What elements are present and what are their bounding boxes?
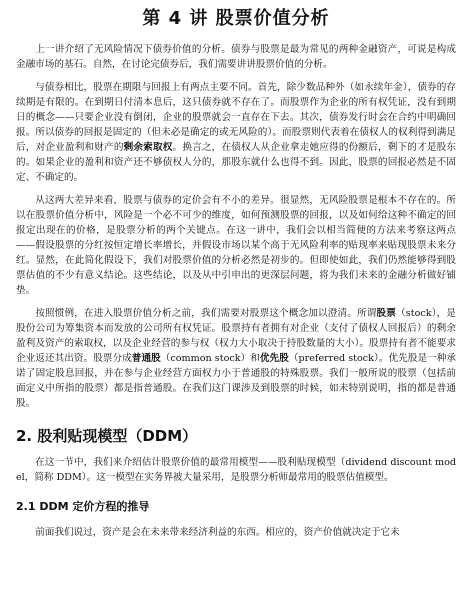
ddm-derivation-paragraph: 前面我们说过，资产是会在未来带来经济利益的东西。相应的，资产价值就决定于它未: [35, 527, 400, 538]
stock-definition-paragraph: [16, 306, 456, 411]
intro-paragraph: 上一讲介绍了无风险情况下债券价值的分析。债券与股票是最为常见的两种金融资产，可说是构成金融市场的基石。自然，在讨论完债券后，我们需要讲讲股票价值的分析。: [16, 44, 456, 70]
paragraph-text: （stock），是股份公司为筹集资本而发放的公司所有权凭证。股票持有者拥有对企业（支付了债权人回报后）的剩余盈利及资产的索取权，以及企业经营的参与权（权力大小取决于持股数量的大小）。股票持有者不能要求企业返还其出资。股票分成: [16, 308, 456, 364]
bold-term-common-stock: 普通股: [131, 353, 161, 364]
paragraph-text: （preferred stock）。优先股是一种承诺了固定股息回报，并在参与企业经营方面权力小于普通股的特殊股票。我们一般所说的股票（包括前面定义中所指的股票）都是指普通股。在我们这门课涉及到股票的时候，如未特别说明，指的都是普通股。: [16, 353, 457, 409]
paragraph-text: 与债券相比，股票在期限与回报上有两点主要不同。首先，除少数品种外（如永续年金），债券的存续期是有限的。在到期日付清本息后，这只债券就不存在了。而股票作为企业的所有权凭证，没有到期日的概念——只要企业没有倒闭，企业的股票就会一直存在下去。其次，债券发行时会在合约中明确回报。所以债券的回报是固定的（但未必是确定的或无风险的）。而股票则代表着在债权人的权利得到满足后，对企业盈利和财产的: [16, 82, 456, 153]
subsection-title: 2.1 DDM 定价方程的推导: [16, 500, 150, 513]
bold-term-preferred-stock: 优先股: [259, 353, 289, 364]
bold-term-stock: 股票: [376, 308, 397, 319]
pricing-difference-paragraph: 从这两大差异来看，股票与债券的定价会有不小的差异。很显然，无风险股票是根本不存在的。所以在股票价值分析中，风险是一个必不可少的维度，如何预测股票的回报，以及如何给这种不确定的回报定出现在的价格，是股票分析的两个关键点。在这一讲中，我们会以相当简便的方法来考察这两点——假设股票的分红按恒定增长率增长，并假设市场以某个高于无风险利率的贴现率来贴现股票未来分红。显然，在此简化假设下，我们对股票价值的分析必然是初步的。但即使如此，我们仍然能够得到股票估值的不少有意义结论。这些结论，以及从中引申出的更深层问题，将为我们未来的金融分析做好铺垫。: [16, 195, 456, 296]
bond-stock-difference-paragraph: [16, 80, 456, 185]
paragraph-text: （common stock）和: [160, 353, 260, 364]
chapter-title: 第 4 讲 股票价值分析: [142, 8, 330, 29]
bold-term-residual-claim: 剩余索取权: [123, 142, 173, 153]
ddm-intro-paragraph: 在这一节中，我们来介绍估计股票价值的最常用模型——股利贴现模型（dividend discount model，简称 DDM）。这一模型在实务界被大量采用，是股票分析师最常用的股票估值模型。: [16, 457, 456, 483]
paragraph-text: 。换言之，在债权人从企业拿走她应得的份额后，剩下的才是股东的。如果企业的盈利和资产还不够债权人分的，那股东就什么也得不到。因此，股票的回报必然是不固定、不确定的。: [16, 142, 457, 183]
paragraph-text: 按照惯例，在进入股票价值分析之前，我们需要对股票这个概念加以澄清。所谓: [35, 308, 377, 319]
section-title: 2. 股利贴现模型（DDM）: [16, 427, 198, 445]
